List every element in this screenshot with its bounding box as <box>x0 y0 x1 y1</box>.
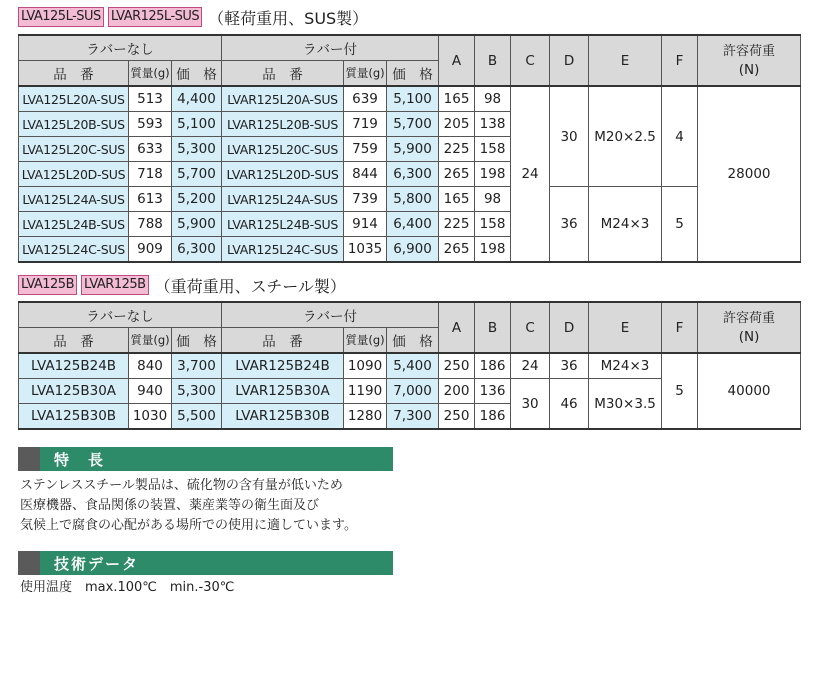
cell-b: 186 <box>475 353 511 379</box>
header-e: E <box>589 35 662 86</box>
cell-part-r: LVAR125L24A-SUS <box>222 187 344 212</box>
header-f: F <box>662 35 698 86</box>
cell-price-r: 6,400 <box>387 212 439 237</box>
header-allow-label: 許容荷重 <box>723 310 776 326</box>
cell-part: LVA125L20B-SUS <box>19 112 129 137</box>
cell-e2: M24×3 <box>589 187 662 263</box>
cell-mass-r: 759 <box>344 137 387 162</box>
cell-price-r: 6,900 <box>387 237 439 263</box>
cell-b: 198 <box>475 162 511 187</box>
cell-a: 165 <box>439 86 475 112</box>
cell-part-r: LVAR125B30A <box>222 379 344 404</box>
features-header <box>18 447 393 471</box>
table-row <box>19 187 801 212</box>
features-text <box>20 476 400 536</box>
header-a: A <box>439 302 475 353</box>
header-allow <box>698 302 801 353</box>
features-line: 気候上で腐食の心配がある場所での使用に適しています。 <box>20 518 357 533</box>
cell-part: LVA125L24C-SUS <box>19 237 129 263</box>
header-b: B <box>475 35 511 86</box>
cell-mass-r: 719 <box>344 112 387 137</box>
header-a: A <box>439 35 475 86</box>
cell-part-r: LVAR125L24B-SUS <box>222 212 344 237</box>
cell-part-r: LVAR125B30B <box>222 404 344 430</box>
cell-part-r: LVAR125L20B-SUS <box>222 112 344 137</box>
tech-title: 技術データ <box>54 554 140 573</box>
cell-b: 98 <box>475 86 511 112</box>
cell-b: 198 <box>475 237 511 263</box>
features-line: ステンレススチール製品は、硫化物の含有量が低いため <box>20 478 343 493</box>
cell-price: 5,200 <box>172 187 222 212</box>
cell-price: 3,700 <box>172 353 222 379</box>
tech-header-accent <box>18 551 40 575</box>
cell-part: LVA125L20D-SUS <box>19 162 129 187</box>
header-mass-r: 質量(g) <box>344 328 387 354</box>
table-row <box>19 86 801 112</box>
cell-e1: M20×2.5 <box>589 86 662 187</box>
header-mass: 質量(g) <box>129 328 172 354</box>
cell-mass-r: 1280 <box>344 404 387 430</box>
header-c: C <box>511 302 550 353</box>
cell-a: 225 <box>439 137 475 162</box>
cell-price: 5,100 <box>172 112 222 137</box>
header-price: 価 格 <box>172 61 222 87</box>
header-allow-unit: (N) <box>738 61 760 78</box>
section1-table <box>18 34 801 263</box>
cell-b: 158 <box>475 137 511 162</box>
header-allow-unit: (N) <box>738 328 760 345</box>
cell-mass: 513 <box>129 86 172 112</box>
cell-price-r: 5,800 <box>387 187 439 212</box>
cell-part-r: LVAR125L20D-SUS <box>222 162 344 187</box>
cell-d2: 36 <box>550 187 589 263</box>
tech-header <box>18 551 393 575</box>
features-line: 医療機器、食品関係の装置、薬産業等の衛生面及び <box>20 498 320 513</box>
header-with-rubber: ラバー付 <box>222 35 439 61</box>
header-no-rubber: ラバーなし <box>19 302 222 328</box>
cell-part: LVA125L20A-SUS <box>19 86 129 112</box>
cell-part: LVA125B24B <box>19 353 129 379</box>
header-no-rubber: ラバーなし <box>19 35 222 61</box>
header-part-no: 品 番 <box>19 328 129 354</box>
cell-d1: 36 <box>550 353 589 379</box>
header-c: C <box>511 35 550 86</box>
cell-allow: 40000 <box>698 353 801 429</box>
header-price: 価 格 <box>172 328 222 354</box>
cell-part-r: LVAR125L20C-SUS <box>222 137 344 162</box>
cell-a: 165 <box>439 187 475 212</box>
cell-mass-r: 1035 <box>344 237 387 263</box>
cell-e1: M24×3 <box>589 353 662 379</box>
cell-mass: 613 <box>129 187 172 212</box>
cell-c2: 30 <box>511 379 550 430</box>
cell-b: 186 <box>475 404 511 430</box>
cell-price-r: 5,700 <box>387 112 439 137</box>
section2-tag1: LVA125B <box>18 275 77 295</box>
cell-f: 5 <box>662 353 698 429</box>
cell-price: 5,300 <box>172 137 222 162</box>
cell-f2: 5 <box>662 187 698 263</box>
cell-a: 250 <box>439 404 475 430</box>
cell-mass-r: 1190 <box>344 379 387 404</box>
header-allow <box>698 35 801 86</box>
header-part-no: 品 番 <box>19 61 129 87</box>
cell-e2: M30×3.5 <box>589 379 662 430</box>
header-with-rubber: ラバー付 <box>222 302 439 328</box>
section2-title <box>18 274 346 296</box>
cell-price: 5,500 <box>172 404 222 430</box>
header-f: F <box>662 302 698 353</box>
cell-part-r: LVAR125L20A-SUS <box>222 86 344 112</box>
cell-price-r: 7,300 <box>387 404 439 430</box>
section1-title <box>18 6 368 28</box>
features-header-accent <box>18 447 40 471</box>
cell-a: 265 <box>439 162 475 187</box>
cell-mass-r: 844 <box>344 162 387 187</box>
cell-mass: 840 <box>129 353 172 379</box>
cell-part-r: LVAR125L24C-SUS <box>222 237 344 263</box>
cell-b: 136 <box>475 379 511 404</box>
cell-part: LVA125L20C-SUS <box>19 137 129 162</box>
cell-price-r: 6,300 <box>387 162 439 187</box>
cell-price: 5,700 <box>172 162 222 187</box>
cell-part: LVA125L24A-SUS <box>19 187 129 212</box>
cell-d1: 30 <box>550 86 589 187</box>
cell-c1: 24 <box>511 353 550 379</box>
cell-mass: 718 <box>129 162 172 187</box>
cell-part: LVA125B30B <box>19 404 129 430</box>
cell-mass-r: 914 <box>344 212 387 237</box>
cell-mass: 1030 <box>129 404 172 430</box>
cell-a: 265 <box>439 237 475 263</box>
header-price-r: 価 格 <box>387 61 439 87</box>
cell-d2: 46 <box>550 379 589 430</box>
section2-table <box>18 301 801 430</box>
header-allow-label: 許容荷重 <box>723 43 776 59</box>
header-b: B <box>475 302 511 353</box>
cell-f1: 4 <box>662 86 698 187</box>
cell-c: 24 <box>511 86 550 262</box>
cell-b: 158 <box>475 212 511 237</box>
header-d: D <box>550 302 589 353</box>
header-e: E <box>589 302 662 353</box>
section1-tag1: LVA125L-SUS <box>18 7 104 27</box>
table-row <box>19 353 801 379</box>
cell-mass: 633 <box>129 137 172 162</box>
cell-part: LVA125B30A <box>19 379 129 404</box>
cell-mass-r: 739 <box>344 187 387 212</box>
header-part-no-r: 品 番 <box>222 328 344 354</box>
cell-price: 6,300 <box>172 237 222 263</box>
section2-tag2: LVAR125B <box>81 275 149 295</box>
header-mass: 質量(g) <box>129 61 172 87</box>
cell-mass-r: 639 <box>344 86 387 112</box>
cell-part: LVA125L24B-SUS <box>19 212 129 237</box>
tech-text: 使用温度 max.100℃ min.-30℃ <box>20 580 235 595</box>
cell-a: 225 <box>439 212 475 237</box>
cell-price-r: 5,400 <box>387 353 439 379</box>
cell-price: 5,300 <box>172 379 222 404</box>
cell-b: 138 <box>475 112 511 137</box>
cell-b: 98 <box>475 187 511 212</box>
header-d: D <box>550 35 589 86</box>
cell-mass: 940 <box>129 379 172 404</box>
cell-price: 5,900 <box>172 212 222 237</box>
cell-price-r: 5,100 <box>387 86 439 112</box>
cell-mass-r: 1090 <box>344 353 387 379</box>
header-price-r: 価 格 <box>387 328 439 354</box>
cell-mass: 788 <box>129 212 172 237</box>
cell-price: 4,400 <box>172 86 222 112</box>
cell-part-r: LVAR125B24B <box>222 353 344 379</box>
section2-subtitle: （重荷重用、スチール製） <box>154 276 346 296</box>
section1-subtitle: （軽荷重用、SUS製） <box>208 8 369 28</box>
header-part-no-r: 品 番 <box>222 61 344 87</box>
cell-a: 205 <box>439 112 475 137</box>
cell-price-r: 7,000 <box>387 379 439 404</box>
cell-mass: 909 <box>129 237 172 263</box>
header-mass-r: 質量(g) <box>344 61 387 87</box>
cell-allow: 28000 <box>698 86 801 262</box>
cell-a: 250 <box>439 353 475 379</box>
cell-a: 200 <box>439 379 475 404</box>
cell-mass: 593 <box>129 112 172 137</box>
cell-price-r: 5,900 <box>387 137 439 162</box>
section1-tag2: LVAR125L-SUS <box>108 7 202 27</box>
features-title: 特 長 <box>54 450 106 469</box>
